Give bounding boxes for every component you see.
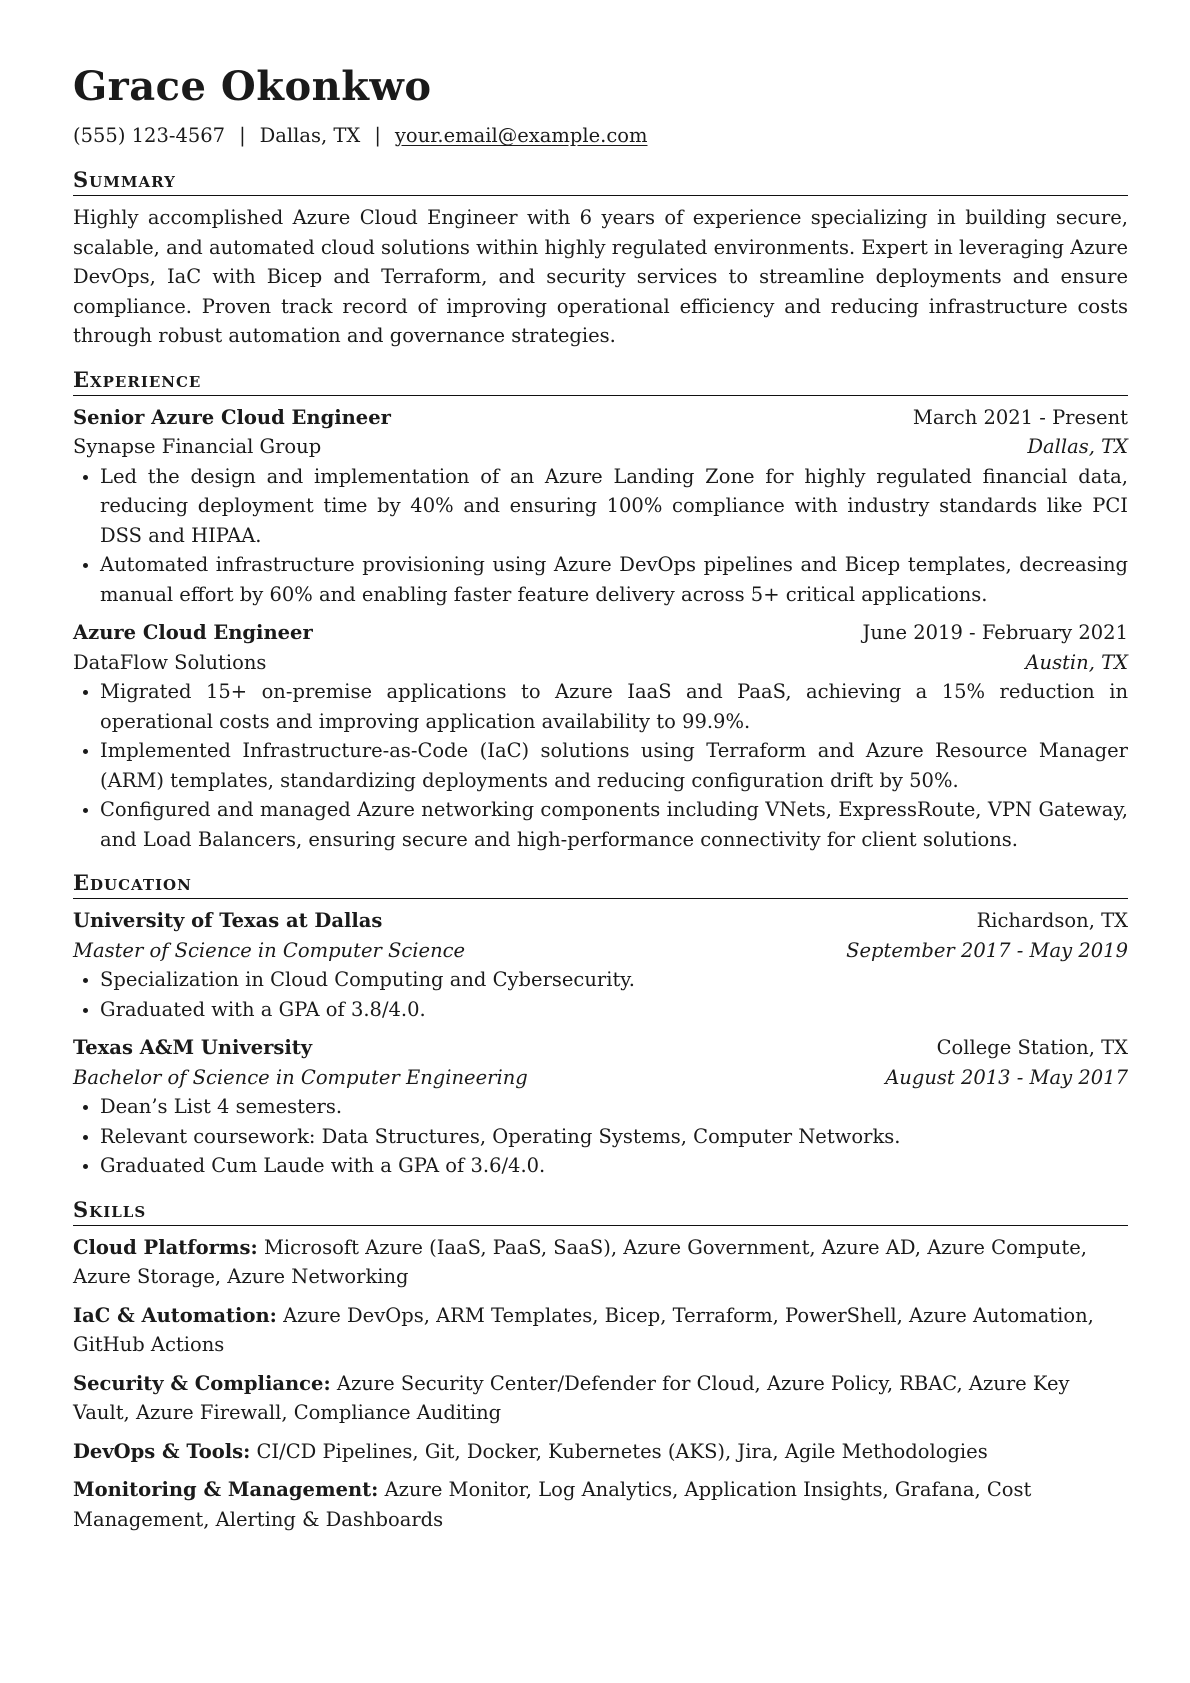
list-item: Implemented Infrastructure-as-Code (IaC) solutions using Terraform and Azure Resource Manager (ARM) templates, standardizing deployments and reducing configuration drift by 50%.: [73, 736, 1128, 795]
job-location: Dallas, TX: [1027, 435, 1128, 458]
skill-value: Azure DevOps, ARM Templates, Bicep, Terraform, PowerShell, Azure Automation, GitHub Actions: [73, 1303, 1094, 1356]
section-title-education: Education: [73, 871, 1128, 899]
summary-paragraph: Highly accomplished Azure Cloud Engineer with 6 years of experience specializing in building secure, scalable, and automated cloud solutions within highly regulated environments. Expert in leveraging Azure DevOps, IaC with Bicep and Terraform, and security services to streamline deployments and ensure compliance. Proven track record of improving operational efficiency and reducing infrastructure costs through robust automation and governance strategies.: [73, 206, 1128, 347]
job-title: Azure Cloud Engineer: [73, 621, 313, 644]
list-item: Relevant coursework: Data Structures, Operating Systems, Computer Networks.: [73, 1122, 1128, 1152]
school-name: Texas A&M University: [73, 1036, 313, 1059]
education-entry: [73, 906, 1128, 1024]
school-header: [73, 906, 1128, 936]
skill-group: [73, 1233, 1128, 1292]
list-item: Configured and managed Azure networking components including VNets, ExpressRoute, VPN Gateway, and Load Balancers, ensuring secure and high-performance connectivity for client solutions.: [73, 795, 1128, 854]
section-title-skills: Skills: [73, 1198, 1128, 1226]
list-item: Graduated Cum Laude with a GPA of 3.6/4.0.: [73, 1151, 1128, 1181]
skill-value: Azure Security Center/Defender for Cloud, Azure Policy, RBAC, Azure Key Vault, Azure Firewall, Compliance Auditing: [73, 1371, 1070, 1424]
job-bullets: [73, 677, 1128, 854]
skill-label: Monitoring & Management:: [73, 1478, 379, 1501]
list-item: Led the design and implementation of an Azure Landing Zone for highly regulated financial data, reducing deployment time by 40% and ensuring 100% compliance with industry standards like PCI DSS and HIPAA.: [73, 462, 1128, 551]
job-location: Austin, TX: [1025, 650, 1128, 674]
experience-entry: [73, 403, 1128, 610]
skill-group: [73, 1369, 1128, 1428]
phone-number: (555) 123-4567: [73, 124, 226, 147]
job-title: Senior Azure Cloud Engineer: [73, 405, 391, 429]
job-subheader: [73, 432, 1128, 462]
job-subheader: [73, 648, 1128, 678]
company-name: Synapse Financial Group: [73, 435, 322, 458]
school-name: University of Texas at Dallas: [73, 909, 383, 932]
separator: |: [374, 124, 381, 147]
school-header: [73, 1033, 1128, 1063]
skill-value: Azure Monitor, Log Analytics, Application Insights, Grafana, Cost Management, Alerting & Dashboards: [73, 1478, 1032, 1531]
job-dates: March 2021 - Present: [912, 405, 1128, 429]
degree-dates: August 2013 - May 2017: [885, 1065, 1128, 1089]
job-dates: June 2019 - February 2021: [862, 621, 1128, 644]
section-title-summary: Summary: [73, 168, 1128, 196]
education-bullets: [73, 1092, 1128, 1181]
job-header: [73, 403, 1128, 433]
school-location: Richardson, TX: [976, 909, 1128, 932]
skill-label: DevOps & Tools:: [73, 1439, 251, 1463]
experience-entry: [73, 618, 1128, 854]
list-item: Graduated with a GPA of 3.8/4.0.: [73, 995, 1128, 1025]
email-link[interactable]: your.email@example.com: [394, 124, 648, 147]
separator: |: [239, 124, 246, 147]
skill-group: [73, 1475, 1128, 1534]
degree-row: [73, 1063, 1128, 1093]
skill-group: [73, 1301, 1128, 1360]
skill-value: Microsoft Azure (IaaS, PaaS, SaaS), Azure Government, Azure AD, Azure Compute, Azure Storage, Azure Networking: [73, 1235, 1087, 1288]
skill-group: [73, 1437, 1128, 1467]
degree-name: Bachelor of Science in Computer Engineering: [73, 1065, 528, 1089]
candidate-name: Grace Okonkwo: [73, 63, 432, 110]
school-location: College Station, TX: [936, 1036, 1128, 1059]
job-bullets: [73, 462, 1128, 610]
company-name: DataFlow Solutions: [73, 650, 267, 674]
list-item: Specialization in Cloud Computing and Cybersecurity.: [73, 965, 1128, 995]
location: Dallas, TX: [259, 124, 361, 147]
section-title-experience: Experience: [73, 368, 1128, 396]
skill-value: CI/CD Pipelines, Git, Docker, Kubernetes (AKS), Jira, Agile Methodologies: [256, 1439, 988, 1463]
list-item: Dean’s List 4 semesters.: [73, 1092, 1128, 1122]
skill-label: IaC & Automation:: [73, 1303, 277, 1327]
degree-row: [73, 936, 1128, 966]
skill-label: Security & Compliance:: [73, 1371, 331, 1395]
education-entry: [73, 1033, 1128, 1181]
skill-label: Cloud Platforms:: [73, 1235, 258, 1259]
job-header: [73, 618, 1128, 648]
contact-line: [73, 123, 1128, 149]
degree-name: Master of Science in Computer Science: [73, 938, 466, 962]
degree-dates: September 2017 - May 2019: [846, 938, 1128, 962]
list-item: Automated infrastructure provisioning using Azure DevOps pipelines and Bicep templates, decreasing manual effort by 60% and enabling faster feature delivery across 5+ critical applications.: [73, 550, 1128, 609]
list-item: Migrated 15+ on-premise applications to Azure IaaS and PaaS, achieving a 15% reduction in operational costs and improving application availability to 99.9%.: [73, 677, 1128, 736]
education-bullets: [73, 965, 1128, 1024]
